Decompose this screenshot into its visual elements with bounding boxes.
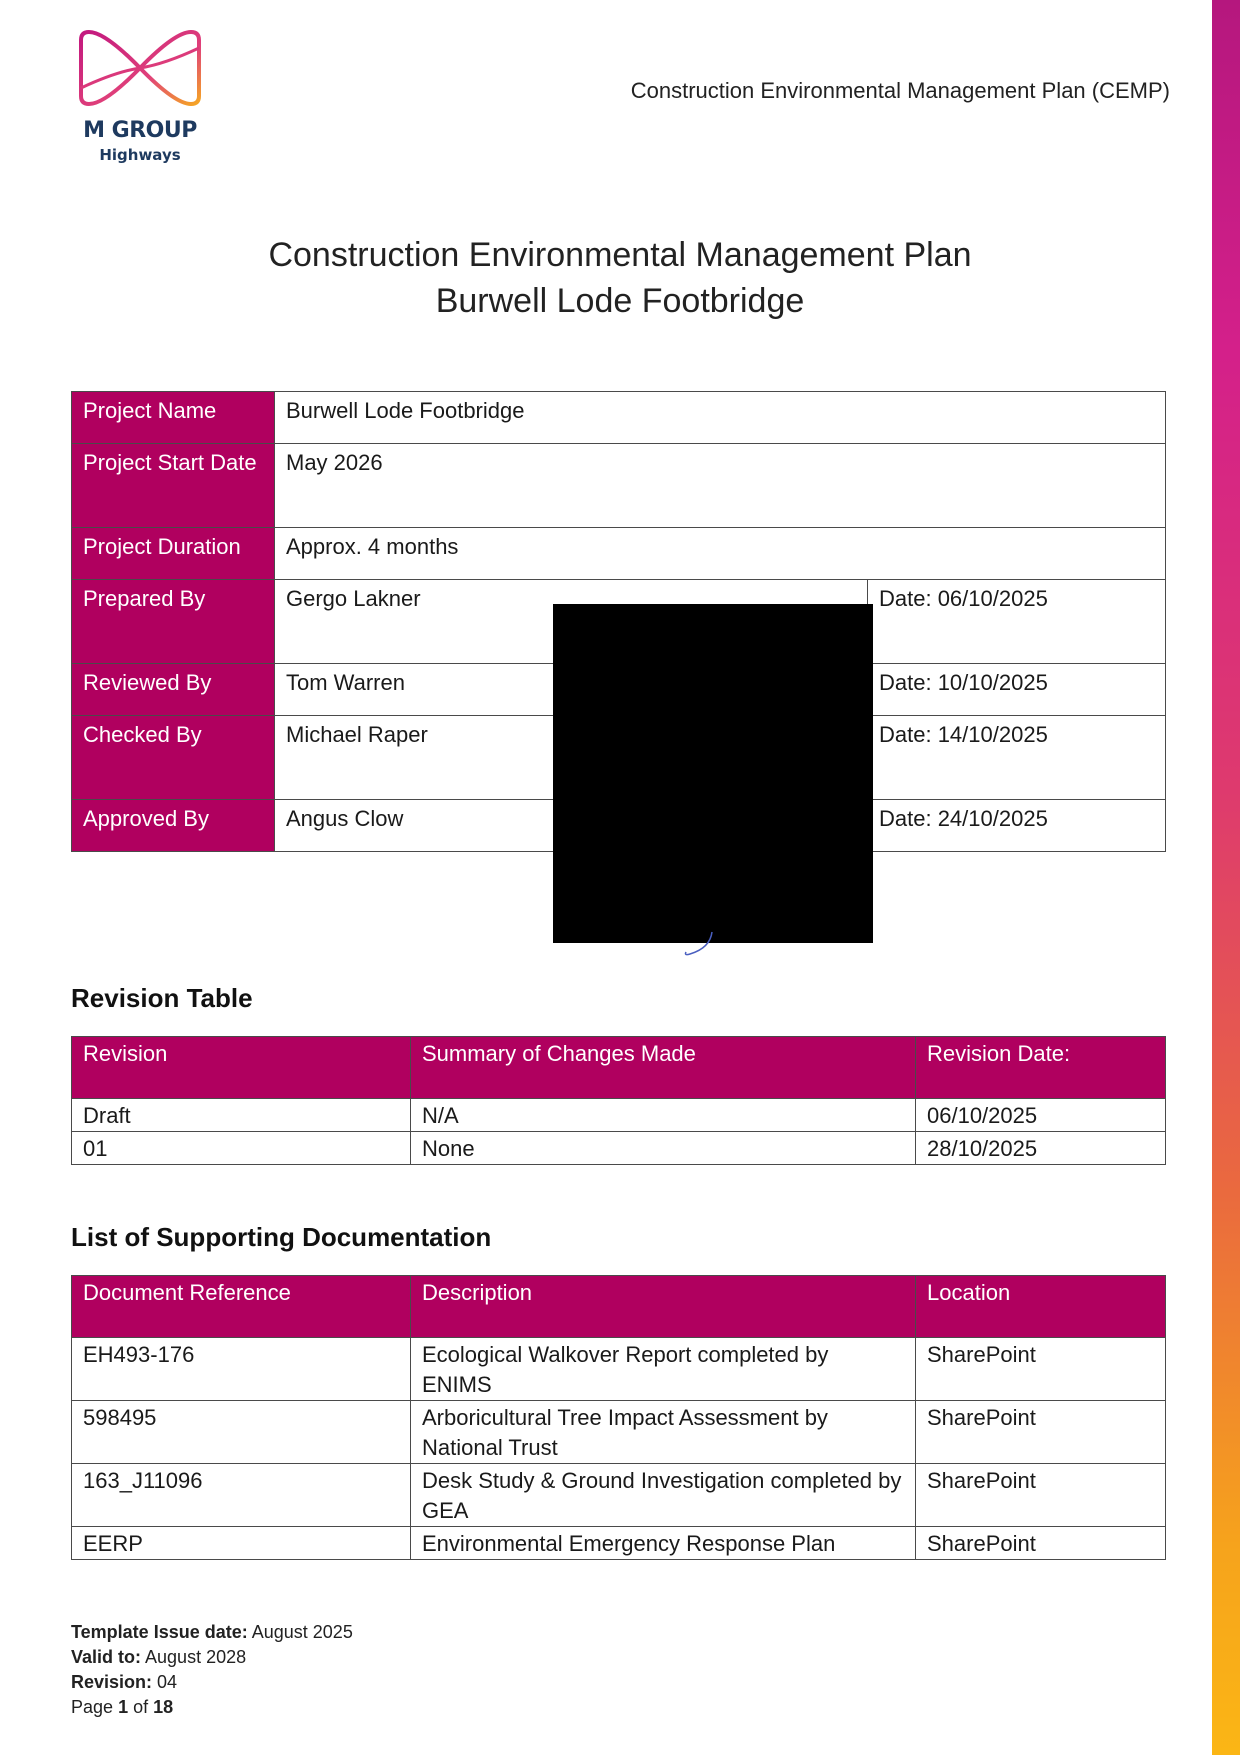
table-cell: SharePoint: [916, 1464, 1166, 1527]
table-cell: Environmental Emergency Response Plan: [411, 1527, 916, 1560]
table-row: [72, 1338, 1166, 1401]
page-word: Page: [71, 1697, 114, 1717]
column-header: Revision: [72, 1037, 411, 1099]
signoff-date: Date: 24/10/2025: [868, 800, 1166, 852]
signoff-label: Reviewed By: [72, 664, 275, 716]
footer-value: August 2028: [145, 1647, 247, 1667]
signoff-label: Approved By: [72, 800, 275, 852]
signoff-date: Date: 06/10/2025: [868, 580, 1166, 664]
signoff-label: Checked By: [72, 716, 275, 800]
page-total: 18: [153, 1697, 174, 1717]
table-row: [72, 444, 1166, 528]
column-header: Location: [916, 1276, 1166, 1338]
footer-page-number: [71, 1695, 353, 1720]
column-header: Summary of Changes Made: [411, 1037, 916, 1099]
table-row: [72, 392, 1166, 444]
table-row: [72, 1464, 1166, 1527]
table-row: [72, 1527, 1166, 1560]
project-start-label: Project Start Date: [72, 444, 275, 528]
signoff-name: Gergo Lakner: [275, 580, 868, 664]
footer-label: Valid to:: [71, 1647, 142, 1667]
table-row: [72, 1099, 1166, 1132]
logo-mark-icon: [75, 28, 205, 108]
signoff-label: Prepared By: [72, 580, 275, 664]
table-row: [72, 1401, 1166, 1464]
of-word: of: [133, 1697, 149, 1717]
table-cell: 01: [72, 1132, 411, 1165]
table-cell: 28/10/2025: [916, 1132, 1166, 1165]
table-cell: EERP: [72, 1527, 411, 1560]
logo-wordmark: M GROUP: [83, 118, 197, 143]
footer-label: Revision:: [71, 1672, 153, 1692]
project-duration-label: Project Duration: [72, 528, 275, 580]
footer-issue-date: [71, 1620, 353, 1645]
signoff-date: Date: 14/10/2025: [868, 716, 1166, 800]
table-cell: 163_J11096: [72, 1464, 411, 1527]
title-line-2: Burwell Lode Footbridge: [435, 282, 805, 320]
column-header: Description: [411, 1276, 916, 1338]
column-header: Document Reference: [72, 1276, 411, 1338]
table-cell: EH493-176: [72, 1338, 411, 1401]
footer-valid-to: [71, 1645, 353, 1670]
decorative-gradient-bar: [1212, 0, 1240, 1755]
supporting-docs-table: [71, 1275, 1166, 1560]
table-cell: Draft: [72, 1099, 411, 1132]
running-header-title: Construction Environmental Management Plan (CEMP): [630, 78, 1170, 103]
table-cell: 598495: [72, 1401, 411, 1464]
signoff-name: Michael Raper: [275, 716, 868, 800]
table-header-row: [72, 1037, 1166, 1099]
column-header: Revision Date:: [916, 1037, 1166, 1099]
company-logo: [70, 28, 212, 168]
table-cell: N/A: [411, 1099, 916, 1132]
footer-revision: [71, 1670, 353, 1695]
title-line-1: Construction Environmental Management Plan: [268, 236, 972, 274]
supporting-docs-heading: List of Supporting Documentation: [71, 1222, 492, 1252]
table-cell: None: [411, 1132, 916, 1165]
table-row: [72, 1132, 1166, 1165]
table-cell: 06/10/2025: [916, 1099, 1166, 1132]
page-current: 1: [118, 1697, 129, 1717]
table-cell: Arboricultural Tree Impact Assessment by National Trust: [411, 1401, 916, 1464]
table-cell: Ecological Walkover Report completed by ENIMS: [411, 1338, 916, 1401]
table-cell: SharePoint: [916, 1401, 1166, 1464]
project-name-label: Project Name: [72, 392, 275, 444]
project-name-value: Burwell Lode Footbridge: [275, 392, 1166, 444]
footer-label: Template Issue date:: [71, 1622, 248, 1642]
signature-stroke-icon: [682, 930, 716, 958]
document-title: [70, 232, 1170, 324]
logo-subtitle: Highways: [99, 146, 181, 164]
footer-value: August 2025: [251, 1622, 353, 1642]
table-cell: Desk Study & Ground Investigation completed by GEA: [411, 1464, 916, 1527]
project-start-value: May 2026: [275, 444, 1166, 528]
revision-table-heading: Revision Table: [71, 983, 253, 1013]
revision-table: [71, 1036, 1166, 1165]
table-cell: SharePoint: [916, 1338, 1166, 1401]
project-duration-value: Approx. 4 months: [275, 528, 1166, 580]
signoff-name: Tom Warren: [275, 664, 868, 716]
table-cell: SharePoint: [916, 1527, 1166, 1560]
redaction-box: [553, 604, 873, 943]
footer-value: 04: [157, 1672, 178, 1692]
table-row: [72, 528, 1166, 580]
signoff-date: Date: 10/10/2025: [868, 664, 1166, 716]
signoff-name: Angus Clow: [275, 800, 868, 852]
table-header-row: [72, 1276, 1166, 1338]
document-footer: [71, 1620, 353, 1720]
